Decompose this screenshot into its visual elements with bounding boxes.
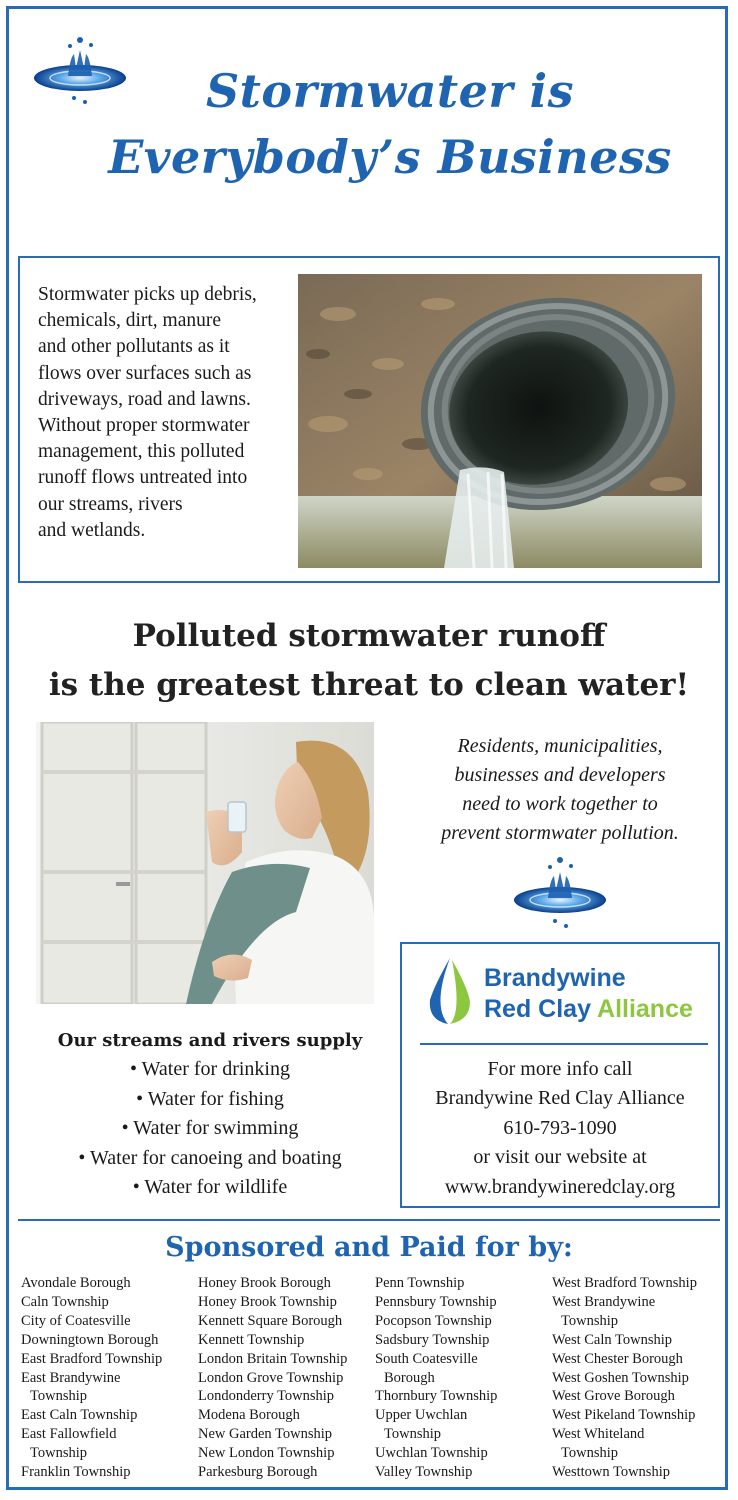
phone-number: 610-793-1090: [503, 1116, 617, 1139]
info-line: Brandywine Red Clay Alliance: [435, 1087, 685, 1110]
supply-item: • Water for canoeing and boating: [78, 1146, 342, 1169]
logo-name-line-1: Brandywine: [484, 964, 626, 992]
sponsor-name: East Caln Township: [21, 1407, 138, 1424]
intro-line: and other pollutants as it: [38, 336, 230, 358]
sponsor-name: West Brandywine: [552, 1293, 656, 1310]
sponsor-name: Thornbury Township: [375, 1388, 498, 1405]
sponsor-name: West Grove Borough: [552, 1388, 675, 1405]
sponsor-name: City of Coatesville: [21, 1312, 131, 1329]
sponsor-name: Downingtown Borough: [21, 1331, 159, 1348]
supply-heading: Our streams and rivers supply: [57, 1030, 363, 1051]
woman-drinking-water-photo: [36, 722, 374, 1004]
quote-line: need to work together to: [462, 793, 658, 815]
sponsor-name: London Grove Township: [198, 1369, 344, 1386]
logo-name-line-2: [484, 995, 693, 1023]
sponsor-name: Honey Brook Borough: [198, 1275, 331, 1291]
sponsor-name: New London Township: [198, 1445, 335, 1462]
brandywine-logo: [420, 950, 710, 1034]
supply-item: • Water for swimming: [121, 1117, 299, 1140]
supply-item: • Water for fishing: [136, 1087, 284, 1110]
sponsor-name: Sadsbury Township: [375, 1331, 490, 1348]
sponsor-column: [375, 1274, 553, 1482]
intro-line: Stormwater picks up debris,: [38, 284, 257, 305]
contact-info-text: [402, 1055, 718, 1202]
sponsor-name: East Bradford Township: [21, 1350, 163, 1367]
sponsor-name: New Garden Township: [198, 1426, 333, 1443]
quote-line: businesses and developers: [454, 764, 666, 786]
sponsor-name: Valley Township: [375, 1464, 473, 1481]
collaboration-quote: [400, 732, 720, 848]
sponsor-name: Avondale Borough: [21, 1275, 131, 1291]
info-line: or visit our website at: [473, 1146, 647, 1169]
quote-line: prevent stormwater pollution.: [441, 822, 679, 844]
title-line-2: Everybody’s Business: [108, 130, 672, 184]
intro-line: our streams, rivers: [38, 493, 183, 515]
sponsor-name: Franklin Township: [21, 1464, 131, 1481]
intro-line: and wetlands.: [38, 519, 146, 541]
sponsor-name: West Caln Township: [552, 1331, 672, 1348]
sponsor-name: Penn Township: [375, 1275, 465, 1291]
sponsor-name: Londonderry Township: [198, 1388, 335, 1405]
sponsor-name: South Coatesville: [375, 1350, 478, 1367]
intro-line: runoff flows untreated into: [38, 467, 248, 489]
sponsor-name: Pocopson Township: [375, 1312, 492, 1329]
sponsor-name: West Whiteland: [552, 1426, 645, 1443]
sponsor-name: East Fallowfield: [21, 1426, 117, 1443]
page-title: [60, 58, 720, 190]
sponsor-name: Kennett Square Borough: [198, 1312, 343, 1329]
sponsor-name-continued: Township: [30, 1445, 87, 1462]
sponsor-name: West Goshen Township: [552, 1369, 689, 1386]
section-divider: [18, 1219, 720, 1221]
supply-item: • Water for wildlife: [132, 1176, 288, 1199]
sponsor-name: West Chester Borough: [552, 1350, 683, 1367]
drainage-pipe-photo: [298, 274, 702, 568]
sponsor-name-continued: Township: [561, 1312, 618, 1329]
logo-red-clay: Red Clay: [484, 995, 598, 1023]
sponsor-name: Caln Township: [21, 1293, 109, 1310]
sponsor-name: Kennett Township: [198, 1331, 305, 1348]
main-headline: [10, 612, 728, 710]
website-url: www.brandywineredclay.org: [444, 1175, 676, 1198]
sponsor-name: Upper Uwchlan: [375, 1407, 468, 1424]
sponsor-name: Honey Brook Township: [198, 1293, 337, 1310]
sponsor-name: West Bradford Township: [552, 1275, 697, 1291]
water-supply-list: [40, 1026, 380, 1202]
intro-text: [38, 282, 298, 544]
sponsor-column: [198, 1274, 376, 1482]
sponsor-name: Modena Borough: [198, 1407, 300, 1424]
intro-line: management, this polluted: [38, 441, 245, 463]
sponsor-name: West Pikeland Township: [552, 1407, 696, 1424]
sponsor-column: [21, 1274, 199, 1482]
intro-line: flows over surfaces such as: [38, 362, 252, 384]
headline-line-1: Polluted stormwater runoff: [132, 618, 606, 654]
intro-line: Without proper stormwater: [38, 415, 250, 437]
title-line-1: Stormwater is: [205, 64, 575, 118]
sponsor-name: Parkesburg Borough: [198, 1464, 318, 1481]
quote-line: Residents, municipalities,: [457, 735, 663, 757]
water-drop-emblem-icon: [510, 848, 610, 940]
sponsor-name: East Brandywine: [21, 1369, 121, 1386]
sponsor-name: Westtown Township: [552, 1464, 670, 1481]
sponsor-name-continued: Township: [30, 1388, 87, 1405]
sponsor-name-continued: Township: [384, 1426, 441, 1443]
sponsor-name: Uwchlan Township: [375, 1445, 488, 1462]
sponsor-column: [552, 1274, 730, 1482]
intro-line: driveways, road and lawns.: [38, 388, 251, 410]
headline-line-2: is the greatest threat to clean water!: [48, 667, 690, 703]
sponsor-name: Pennsbury Township: [375, 1293, 497, 1310]
intro-line: chemicals, dirt, manure: [38, 310, 222, 332]
info-line: For more info call: [487, 1058, 633, 1080]
sponsor-name-continued: Township: [561, 1445, 618, 1462]
logo-alliance: Alliance: [597, 995, 693, 1023]
supply-item: • Water for drinking: [130, 1058, 290, 1081]
sponsor-name: London Britain Township: [198, 1350, 348, 1367]
logo-divider: [420, 1043, 708, 1045]
sponsors-title: Sponsored and Paid for by:: [165, 1232, 573, 1263]
sponsor-name-continued: Borough: [384, 1369, 435, 1386]
water-drop-logo-icon: [424, 956, 476, 1026]
